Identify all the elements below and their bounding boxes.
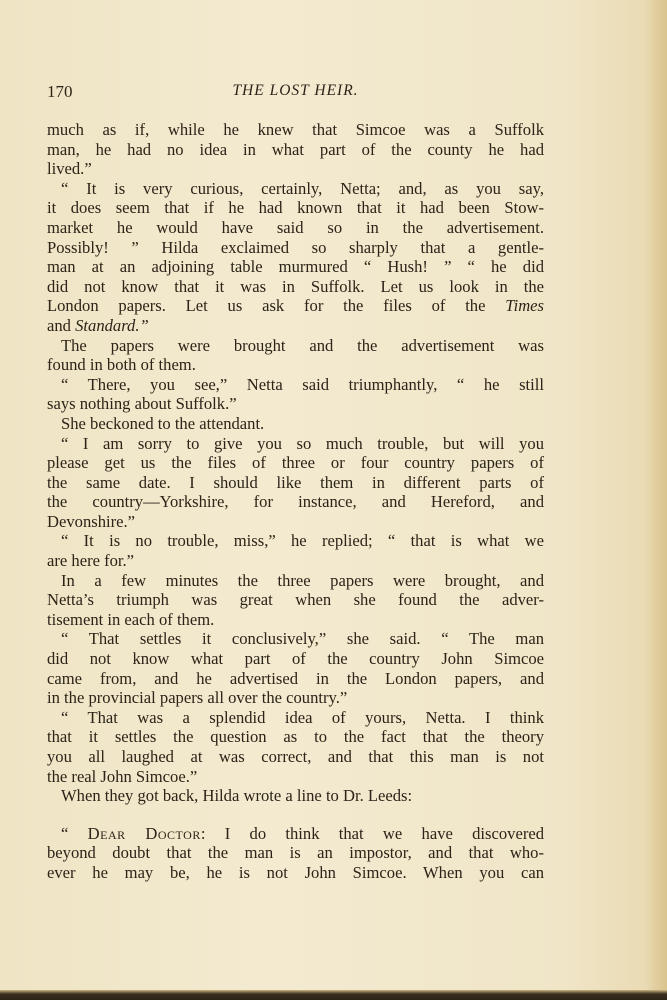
running-title: THE LOST HEIR. xyxy=(232,82,359,99)
text-line: “ That settles it conclusively,” she said. “ The man xyxy=(61,629,544,649)
text-line: “ There, you see,” Netta said triumphantly, “ he still xyxy=(61,374,544,394)
text-line: When they got back, Hilda wrote a line to Dr. Leeds: xyxy=(61,786,413,806)
text-line: that it settles the question as to the fact that the theory xyxy=(47,727,544,747)
text-line: Netta’s triumph was great when she found the adver- xyxy=(47,590,544,610)
letter-opening-line xyxy=(47,824,544,844)
text-line: much as if, while he knew that Simcoe was a Suffolk xyxy=(47,120,544,139)
text-fragment: : I do think that we have discovered xyxy=(200,823,545,843)
text-line: In a few minutes the three papers were brought, and xyxy=(61,570,544,590)
text-fragment: London papers. Let us ask for the files of the xyxy=(47,296,486,316)
text-line: man, he had no idea in what part of the county he had xyxy=(47,139,544,159)
text-line-with-italic xyxy=(47,296,544,316)
page-number: 170 xyxy=(47,82,73,101)
text-line: market he would have said so in the advertisement. xyxy=(47,217,544,237)
text-line: ever he may be, he is not John Simcoe. When you can xyxy=(47,862,544,882)
text-line: the same date. I should like them in different parts of xyxy=(47,472,544,492)
text-line: says nothing about Suffolk.” xyxy=(47,394,237,414)
text-line: “ I am sorry to give you so much trouble, but will you xyxy=(61,433,544,453)
page-bottom-edge xyxy=(0,990,667,1000)
body-text xyxy=(47,120,544,883)
text-line: please get us the files of three or four country papers of xyxy=(47,453,544,473)
text-line: The papers were brought and the advertisement was xyxy=(61,335,544,355)
text-line: found in both of them. xyxy=(47,355,196,375)
text-line: the real John Simcoe.” xyxy=(47,766,198,786)
text-fragment: and xyxy=(47,315,71,335)
text-line: you all laughed at was correct, and that this man is not xyxy=(47,747,544,766)
text-line: it does seem that if he had known that it had been Stow- xyxy=(47,198,544,218)
page-header xyxy=(47,82,544,104)
text-line: “ It is very curious, certainly, Netta; and, as you say, xyxy=(61,178,544,198)
text-line: tisement in each of them. xyxy=(47,609,215,629)
open-quote: “ xyxy=(61,823,88,843)
text-line: in the provincial papers all over the country.” xyxy=(47,688,348,708)
text-line: She beckoned to the attendant. xyxy=(61,413,265,433)
newspaper-title-standard: Standard.” xyxy=(75,315,149,335)
paragraph-gap xyxy=(47,806,544,824)
text-line: the country—Yorkshire, for instance, and Hereford, and xyxy=(47,492,544,512)
page-edge-shadow xyxy=(645,0,667,1000)
text-line: did not know that it was in Suffolk. Let us look in the xyxy=(47,276,544,296)
text-line: lived.” xyxy=(47,159,92,179)
letter-salutation: Dear Doctor xyxy=(87,823,201,843)
text-line: came from, and he advertised in the London papers, and xyxy=(47,668,544,688)
text-line: man at an adjoining table murmured “ Hush! ” “ he did xyxy=(47,257,544,277)
text-line: “ It is no trouble, miss,” he replied; “ that is what we xyxy=(61,531,544,551)
text-line: Possibly! ” Hilda exclaimed so sharply that a gentle- xyxy=(47,237,544,257)
text-line: beyond doubt that the man is an impostor, and that who- xyxy=(47,843,544,863)
text-line: Devonshire.” xyxy=(47,511,136,531)
text-line: “ That was a splendid idea of yours, Netta. I think xyxy=(61,707,544,727)
text-line: did not know what part of the country John Simcoe xyxy=(47,649,544,669)
newspaper-title-times: Times xyxy=(505,296,544,316)
text-line: are here for.” xyxy=(47,551,135,571)
text-line-with-italic xyxy=(47,316,544,336)
